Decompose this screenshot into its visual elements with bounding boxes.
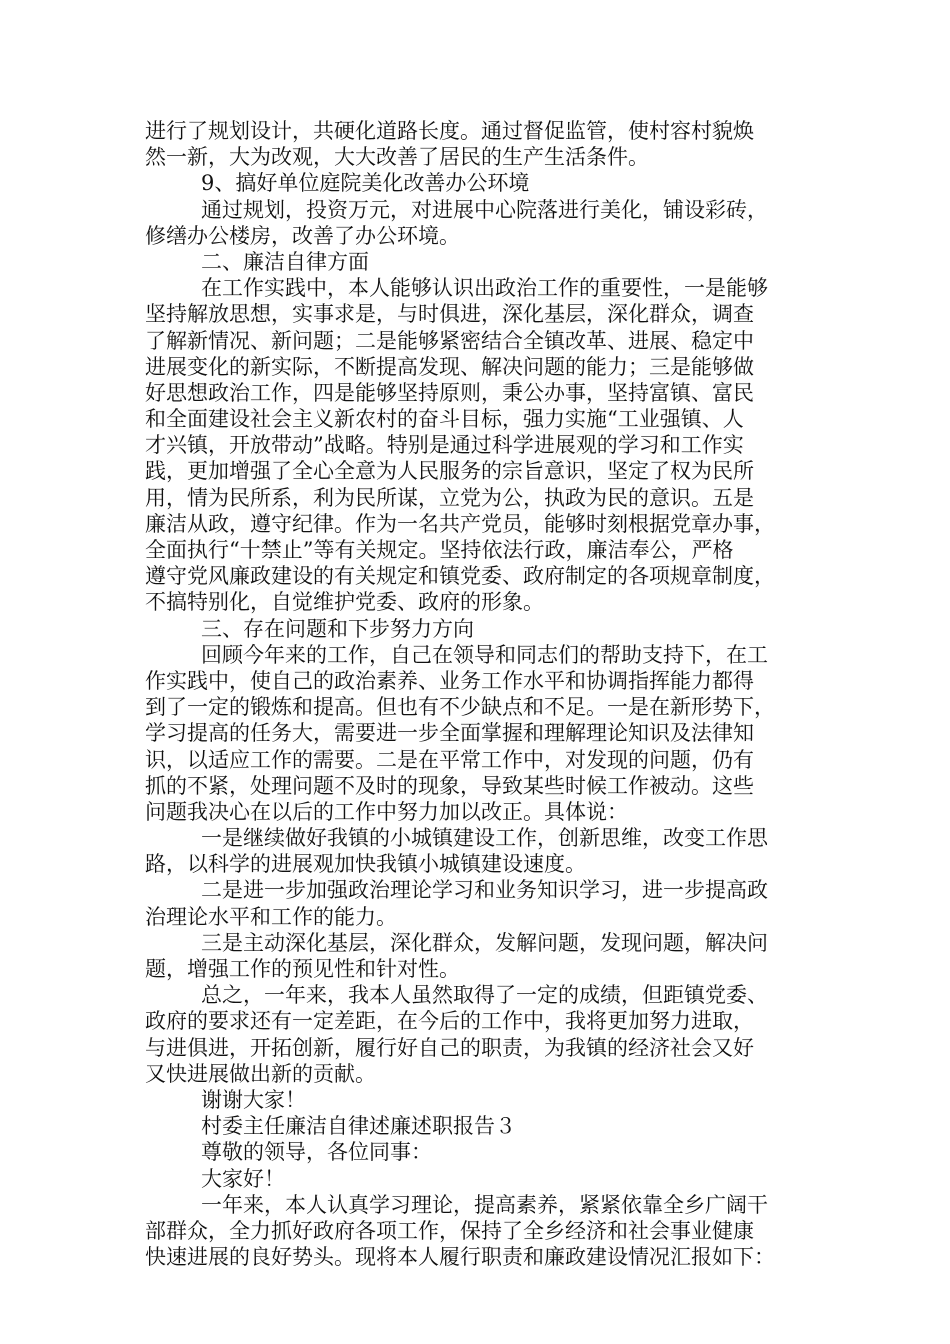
text-line: 到了一定的锻炼和提高。但也有不少缺点和不足。一是在新形势下， <box>145 695 775 720</box>
text-line: 识，以适应工作的需要。二是在平常工作中，对发现的问题，仍有 <box>145 747 754 772</box>
text-line: 又快进展做出新的贡献。 <box>145 1061 376 1086</box>
text-line: 然一新，大为改观，大大改善了居民的生产生活条件。 <box>145 145 649 170</box>
text-line: 学习提高的任务大，需要进一步全面掌握和理解理论知识及法律知 <box>145 721 754 746</box>
text-line: 大家好！ <box>201 1166 285 1191</box>
document-page <box>145 118 809 1270</box>
text-line: 遵守党风廉政建设的有关规定和镇党委、政府制定的各项规章制度， <box>145 564 775 589</box>
text-line: 回顾今年来的工作，自己在领导和同志们的帮助支持下，在工 <box>201 642 768 667</box>
text-line: 修缮办公楼房，改善了办公环境。 <box>145 223 460 248</box>
text-line: 全面执行“十禁止”等有关规定。坚持依法行政，廉洁奉公，严格 <box>145 538 734 562</box>
text-line: 坚持解放思想，实事求是，与时俱进，深化基层，深化群众，调查 <box>145 302 754 327</box>
text-line: 在工作实践中，本人能够认识出政治工作的重要性，一是能够 <box>201 276 768 301</box>
text-line: 一是继续做好我镇的小城镇建设工作，创新思维，改变工作思 <box>201 826 768 851</box>
text-line: 村委主任廉洁自律述廉述职报告３ <box>201 1114 516 1139</box>
text-line: 抓的不紧，处理问题不及时的现象，导致某些时候工作被动。这些 <box>145 773 754 798</box>
text-line: 作实践中，使自己的政治素养、业务工作水平和协调指挥能力都得 <box>145 668 754 693</box>
text-line: 廉洁从政，遵守纪律。作为一名共产党员，能够时刻根据党章办事， <box>145 511 775 536</box>
text-line: 题，增强工作的预见性和针对性。 <box>145 957 460 981</box>
text-line: 与进俱进，开拓创新，履行好自己的职责，为我镇的经济社会又好 <box>145 1035 754 1060</box>
text-line: 三是主动深化基层，深化群众，发解问题，发现问题，解决问 <box>201 930 768 955</box>
text-line: 和全面建设社会主义新农村的奋斗目标，强力实施“工业强镇、人 <box>145 407 744 432</box>
text-line: 了解新情况、新问题；二是能够紧密结合全镇改革、进展、稳定中 <box>145 328 754 353</box>
text-line: 部群众，全力抓好政府各项工作，保持了全乡经济和社会事业健康 <box>145 1218 754 1243</box>
text-line: 用，情为民所系，利为民所谋，立党为公，执政为民的意识。五是 <box>145 485 754 510</box>
text-line: 谢谢大家！ <box>201 1087 306 1112</box>
text-line: 好思想政治工作，四是能够坚持原则，秉公办事，坚持富镇、富民 <box>145 380 754 405</box>
text-line: 政府的要求还有一定差距，在今后的工作中，我将更加努力进取， <box>145 1009 754 1034</box>
text-line: 问题我决心在以后的工作中努力加以改正。具体说： <box>145 799 628 824</box>
text-line: 才兴镇，开放带动”战略。特别是通过科学进展观的学习和工作实 <box>145 433 744 458</box>
text-line: 治理论水平和工作的能力。 <box>145 904 397 929</box>
text-line: 三、存在问题和下步努力方向 <box>201 616 474 641</box>
text-line: 快速进展的良好势头。现将本人履行职责和廉政建设情况汇报如下： <box>145 1245 775 1270</box>
text-line: 一年来，本人认真学习理论，提高素养，紧紧依靠全乡广阔干 <box>201 1192 768 1217</box>
text-line: 不搞特别化，自觉维护党委、政府的形象。 <box>145 590 544 615</box>
text-line: 践，更加增强了全心全意为人民服务的宗旨意识，坚定了权为民所 <box>145 459 754 484</box>
text-line: 9、搞好单位庭院美化改善办公环境 <box>201 171 530 196</box>
text-line: 进展变化的新实际，不断提高发现、解决问题的能力；三是能够做 <box>145 354 754 379</box>
text-line: 路，以科学的进展观加快我镇小城镇建设速度。 <box>145 852 586 877</box>
text-line: 尊敬的领导，各位同事： <box>201 1140 432 1165</box>
text-line: 进行了规划设计，共硬化道路长度。通过督促监管，使村容村貌焕 <box>145 119 754 143</box>
text-line: 二、廉洁自律方面 <box>201 249 369 274</box>
text-line: 总之，一年来，我本人虽然取得了一定的成绩，但距镇党委、 <box>201 983 768 1008</box>
text-line: 通过规划，投资万元，对进展中心院落进行美化，铺设彩砖， <box>201 197 768 222</box>
text-line: 二是进一步加强政治理论学习和业务知识学习，进一步提高政 <box>201 878 768 903</box>
